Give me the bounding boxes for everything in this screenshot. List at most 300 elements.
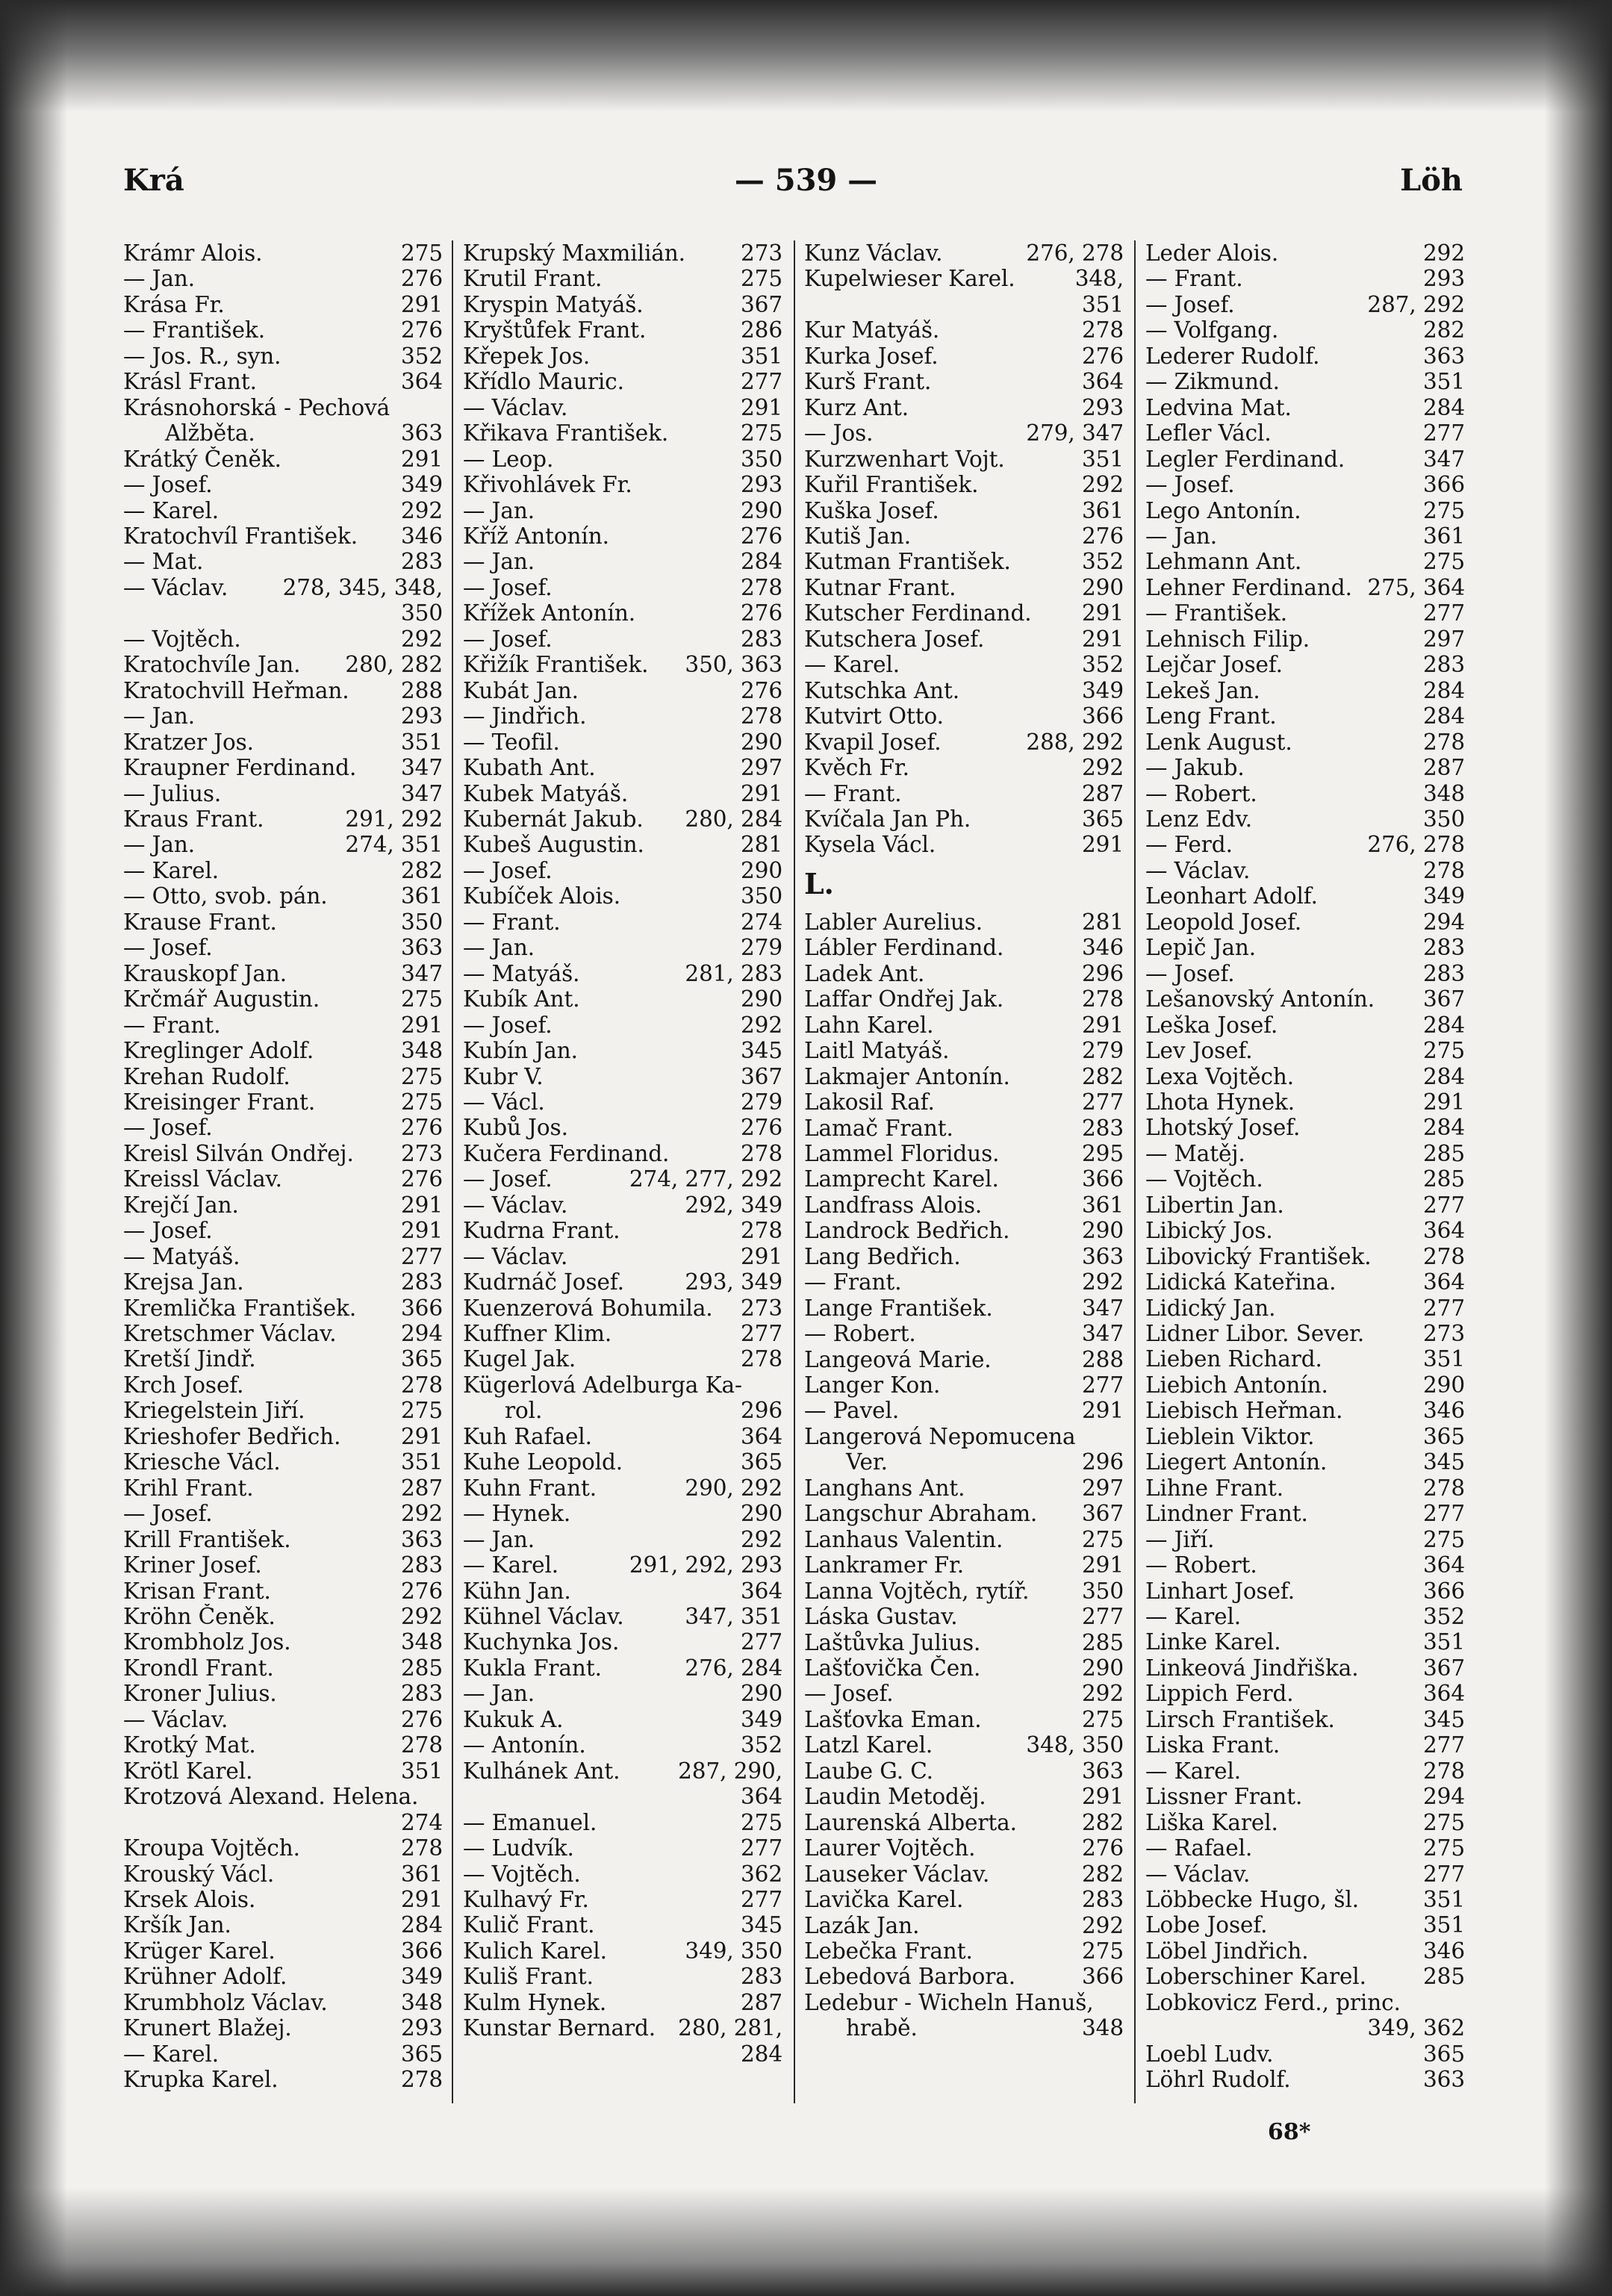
entry-pages (437, 1784, 443, 1809)
index-entry (1145, 678, 1465, 703)
entry-name: Kraus Frant. (123, 806, 264, 832)
entry-name: — Jan. (123, 266, 196, 292)
index-entry (463, 1372, 782, 1398)
index-entry (1145, 1990, 1465, 2015)
entry-name: Lobkovicz Ferd., princ. (1145, 1989, 1401, 2015)
entry-name: Krásnohorská - Pechová (123, 394, 390, 420)
entry-pages: 278 (740, 703, 782, 729)
index-entry (463, 1398, 782, 1423)
index-entry (123, 1964, 443, 1989)
index-entry (463, 1912, 782, 1938)
entry-pages: 282 (1081, 1861, 1124, 1887)
entry-name (123, 600, 395, 626)
index-entry (804, 935, 1124, 960)
entry-name: Kříž Antonín. (463, 523, 609, 549)
entry-name: Kuhn Frant. (463, 1475, 597, 1501)
entry-pages: 291 (400, 1423, 443, 1449)
index-entry (463, 549, 782, 574)
entry-pages: 283 (1422, 652, 1465, 678)
entry-name: Krombholz Jos. (123, 1629, 291, 1655)
index-entry (804, 1218, 1124, 1243)
entry-name: Löbel Jindřich. (1145, 1938, 1309, 1964)
entry-name: Kršík Jan. (123, 1912, 231, 1938)
entry-name: Kulhavý Fr. (463, 1887, 589, 1912)
entry-name: — Karel. (1145, 1604, 1242, 1630)
entry-name: — Robert. (804, 1321, 916, 1347)
entry-pages: 276 (400, 1166, 443, 1192)
index-entry (804, 266, 1124, 291)
entry-pages: 278 (400, 1372, 443, 1398)
index-entry (463, 1810, 782, 1835)
index-entry (463, 1064, 782, 1089)
entry-pages: 292 (400, 1501, 443, 1527)
entry-pages (777, 1372, 782, 1398)
index-entry (1145, 1218, 1465, 1243)
entry-name: Kriner Josef. (123, 1552, 262, 1578)
entry-name: Leopold Josef. (1145, 909, 1302, 935)
index-entry (463, 1218, 782, 1243)
entry-pages: 278, 345, 348, (282, 574, 443, 600)
entry-pages: 346 (1081, 935, 1124, 961)
index-entry (463, 447, 782, 472)
entry-name: Lakosil Raf. (804, 1089, 935, 1116)
entry-pages: 283 (400, 549, 443, 575)
entry-pages: 349 (1081, 677, 1124, 703)
entry-name: Kubath Ant. (463, 755, 596, 781)
entry-name: Lidický Jan. (1145, 1295, 1276, 1321)
entry-pages: 275 (400, 1398, 443, 1424)
entry-name: Kulm Hynek. (463, 1989, 607, 2015)
entry-pages: 282 (400, 857, 443, 883)
index-entry (1145, 626, 1465, 652)
entry-name: Kubek Matyáš. (463, 780, 629, 806)
index-entry (123, 1372, 443, 1398)
index-entry (123, 1707, 443, 1732)
index-entry (1145, 1964, 1465, 1989)
index-entry (804, 1835, 1124, 1861)
entry-pages: 352 (1081, 549, 1124, 575)
entry-pages: 285 (1422, 1964, 1465, 1990)
index-entry (1145, 1192, 1465, 1218)
entry-name: Kubát Jan. (463, 677, 579, 703)
index-column-1 (123, 240, 443, 2093)
index-entry (804, 652, 1124, 677)
entry-name: Ver. (846, 1449, 888, 1475)
entry-name: Krause Frant. (123, 909, 277, 935)
index-entry (463, 1475, 782, 1501)
entry-pages: 277 (400, 1243, 443, 1269)
entry-pages: 278 (1081, 986, 1124, 1012)
index-entry (804, 1630, 1124, 1655)
entry-name: Libertin Jan. (1145, 1192, 1284, 1218)
entry-name: rol. (505, 1398, 543, 1424)
entry-pages: 363 (400, 420, 443, 447)
entry-pages: 274 (400, 1809, 443, 1835)
index-entry (123, 755, 443, 780)
entry-pages: 350 (740, 446, 782, 472)
index-entry (1145, 1552, 1465, 1578)
entry-name: — Rafael. (1145, 1835, 1253, 1861)
entry-name: Kudrna Frant. (463, 1218, 620, 1244)
entry-pages: 288, 292 (1026, 729, 1124, 755)
entry-name: Kutman František. (804, 549, 1011, 575)
entry-pages: 277 (1081, 1089, 1124, 1116)
entry-name: Kubr V. (463, 1063, 544, 1089)
index-entry (1145, 549, 1465, 574)
entry-pages: 291 (400, 1887, 443, 1912)
entry-name: Lebedová Barbora. (804, 1964, 1016, 1990)
index-entry (463, 395, 782, 420)
index-entry (123, 1295, 443, 1321)
entry-pages: 366 (400, 1295, 443, 1321)
entry-pages: 367 (1081, 1501, 1124, 1527)
entry-pages: 284 (1422, 394, 1465, 420)
entry-pages: 290 (740, 497, 782, 523)
index-entry (1145, 1321, 1465, 1346)
index-entry (804, 600, 1124, 626)
entry-pages: 348 (400, 1629, 443, 1655)
index-entry (1145, 1707, 1465, 1732)
entry-name: — František. (123, 317, 265, 343)
entry-pages: 281, 283 (685, 960, 782, 986)
entry-name: Lepič Jan. (1145, 935, 1257, 961)
entry-pages: 276 (400, 266, 443, 292)
entry-pages: 291 (400, 291, 443, 317)
entry-pages: 275 (400, 1063, 443, 1089)
entry-name: Krondl Frant. (123, 1655, 274, 1681)
entry-name: — Jan. (463, 1526, 535, 1552)
entry-name: Kretší Jindř. (123, 1346, 256, 1372)
entry-name: — Josef. (1145, 291, 1235, 317)
entry-name: Landfrass Alois. (804, 1192, 983, 1218)
index-entry (123, 1784, 443, 1809)
index-entry (1145, 2041, 1465, 2067)
entry-name: Krutil Frant. (463, 266, 603, 292)
entry-pages: 277 (740, 1887, 782, 1912)
entry-name: Kunz Václav. (804, 240, 943, 266)
index-entry (1145, 1398, 1465, 1423)
entry-name: — Antonín. (463, 1732, 586, 1758)
entry-name: — Emanuel. (463, 1809, 597, 1835)
index-entry (123, 1449, 443, 1475)
entry-name: Kurš Frant. (804, 369, 932, 395)
index-entry (804, 292, 1124, 317)
index-entry (123, 447, 443, 472)
index-entry (123, 626, 443, 652)
entry-name: Křižík František. (463, 652, 649, 678)
index-entry (463, 1244, 782, 1269)
entry-name (1145, 2015, 1361, 2041)
entry-name: — Karel. (123, 857, 220, 883)
entry-name: Křídlo Mauric. (463, 369, 624, 395)
entry-name: — Hynek. (463, 1501, 571, 1527)
entry-name: — Robert. (1145, 780, 1257, 806)
entry-name: Kreisinger Frant. (123, 1089, 316, 1115)
index-entry (804, 1861, 1124, 1887)
entry-name: — Josef. (123, 1218, 213, 1244)
entry-pages: 346 (400, 523, 443, 549)
entry-name: — Matyáš. (123, 1243, 240, 1269)
entry-pages: 282 (1081, 1809, 1124, 1835)
entry-pages: 291 (400, 1192, 443, 1218)
entry-name: Kroupa Vojtěch. (123, 1835, 300, 1861)
index-entry (123, 1141, 443, 1166)
index-entry (804, 1810, 1124, 1835)
entry-pages: 287 (1081, 780, 1124, 806)
entry-pages: 276 (740, 600, 782, 626)
index-entry (123, 1269, 443, 1295)
index-entry (463, 1527, 782, 1552)
entry-name: — Jakub. (1145, 755, 1245, 781)
entry-pages: 284 (740, 2041, 782, 2067)
entry-pages: 291 (1081, 832, 1124, 858)
entry-pages: 347 (1081, 1295, 1124, 1321)
index-entry (1145, 1269, 1465, 1295)
entry-pages: 290 (1422, 1372, 1465, 1398)
entry-name: Lauseker Václav. (804, 1861, 990, 1887)
index-entry (804, 1732, 1124, 1758)
entry-pages: 277 (1422, 1501, 1465, 1527)
entry-pages: 283 (1081, 1887, 1124, 1913)
entry-name: — Mat. (123, 549, 204, 575)
entry-pages: 285 (1422, 1140, 1465, 1166)
index-entry (804, 369, 1124, 394)
entry-pages: 287, 290, (678, 1758, 782, 1784)
entry-name: Kühn Jan. (463, 1578, 571, 1604)
entry-pages: 293 (1081, 394, 1124, 420)
entry-pages: 365 (740, 1449, 782, 1475)
index-entry (123, 1038, 443, 1063)
index-entry (1145, 781, 1465, 806)
entry-pages: 352 (740, 1732, 782, 1758)
index-entry (123, 395, 443, 420)
entry-name: — Vojtěch. (123, 626, 241, 652)
entry-pages: 273 (740, 240, 782, 266)
entry-name: Laštůvka Julius. (804, 1629, 981, 1655)
index-entry (804, 1887, 1124, 1912)
index-entry (463, 317, 782, 343)
entry-pages: 350 (400, 909, 443, 935)
entry-name: Kugel Jak. (463, 1346, 576, 1372)
index-entry (463, 1089, 782, 1115)
entry-name: Kratochvíl František. (123, 523, 358, 549)
entry-pages: 276 (1081, 1835, 1124, 1861)
entry-name: Kutschka Ant. (804, 677, 959, 703)
index-entry (804, 1116, 1124, 1141)
entry-name: Krása Fr. (123, 291, 225, 317)
entry-pages: 275 (1422, 549, 1465, 575)
index-entry (1145, 1475, 1465, 1501)
entry-pages: 280, 282 (345, 652, 443, 678)
entry-pages: 291 (1081, 600, 1124, 626)
entry-name: Libovický František. (1145, 1243, 1372, 1269)
entry-pages: 279 (1081, 1038, 1124, 1064)
index-entry (123, 1166, 443, 1192)
index-entry (1145, 523, 1465, 549)
entry-name: Kuchynka Jos. (463, 1629, 620, 1655)
entry-pages: 275 (400, 986, 443, 1012)
entry-name: Kutnar Frant. (804, 574, 956, 600)
entry-pages: 277 (1422, 1192, 1465, 1218)
index-entry (123, 1089, 443, 1115)
entry-name: — Václav. (463, 1243, 568, 1269)
index-entry (463, 1784, 782, 1809)
entry-name: Lippich Ferd. (1145, 1681, 1294, 1707)
entry-name: — Josef. (463, 857, 553, 883)
index-entry (1145, 961, 1465, 986)
index-entry (1145, 1295, 1465, 1321)
entry-name: Krötl Karel. (123, 1758, 253, 1784)
index-entry (463, 420, 782, 446)
index-entry (463, 1681, 782, 1706)
index-entry (1145, 1938, 1465, 1964)
entry-pages: 366 (1081, 703, 1124, 729)
entry-pages: 350 (1422, 806, 1465, 832)
entry-pages: 287 (400, 1475, 443, 1501)
entry-name: Liegert Antonín. (1145, 1449, 1328, 1475)
entry-name: Láska Gustav. (804, 1604, 958, 1630)
entry-name: — Jan. (1145, 523, 1218, 549)
entry-pages: 276 (1081, 523, 1124, 549)
entry-pages: 276, 284 (685, 1655, 782, 1681)
entry-pages: 278 (740, 574, 782, 600)
entry-pages: 350, 363 (685, 652, 782, 678)
index-entry (804, 1604, 1124, 1629)
index-entry (804, 1244, 1124, 1269)
entry-pages: 349 (400, 472, 443, 498)
entry-pages: 288 (400, 677, 443, 703)
entry-pages: 346 (1422, 1938, 1465, 1964)
entry-pages: 283 (740, 1964, 782, 1990)
entry-name: Kunstar Bernard. (463, 2015, 656, 2041)
entry-pages: 296 (1081, 960, 1124, 986)
index-entry (463, 909, 782, 935)
entry-pages: 363 (400, 1526, 443, 1552)
entry-name: Kröhn Čeněk. (123, 1604, 276, 1630)
index-entry (1145, 1784, 1465, 1809)
index-entry (804, 1938, 1124, 1964)
entry-pages: 351 (400, 1758, 443, 1784)
entry-name: Linkeová Jindřiška. (1145, 1655, 1359, 1681)
entry-name: — Jindřich. (463, 703, 587, 729)
index-entry (804, 1424, 1124, 1449)
entry-name: Krásl Frant. (123, 369, 257, 395)
entry-name: Lexa Vojtěch. (1145, 1063, 1295, 1089)
entry-name: Krotký Mat. (123, 1732, 256, 1758)
index-entry (463, 1141, 782, 1166)
index-entry (463, 1012, 782, 1038)
index-entry (804, 498, 1124, 523)
index-entry (1145, 832, 1465, 857)
entry-name: — Teofil. (463, 729, 560, 755)
index-entry (1145, 806, 1465, 832)
entry-pages: 349 (400, 1964, 443, 1990)
index-entry (804, 729, 1124, 755)
entry-name: — Jan. (463, 497, 535, 523)
entry-pages: 366 (400, 1938, 443, 1964)
entry-pages: 345 (1422, 1706, 1465, 1732)
entry-pages: 290 (740, 1681, 782, 1707)
entry-pages: 290 (740, 986, 782, 1012)
entry-name (123, 1810, 395, 1835)
entry-pages: 287, 292 (1367, 291, 1465, 317)
index-entry (123, 549, 443, 574)
index-entry (123, 1887, 443, 1912)
index-entry (463, 575, 782, 600)
index-entry (804, 1578, 1124, 1604)
index-entry (804, 1707, 1124, 1732)
entry-name: Lenz Edv. (1145, 806, 1253, 832)
index-entry (463, 1707, 782, 1732)
entry-name: — Zikmund. (1145, 369, 1280, 395)
entry-pages: 275 (740, 1809, 782, 1835)
entry-pages: 349 (1422, 883, 1465, 909)
entry-name: Kupelwieser Karel. (804, 266, 1015, 292)
entry-name: Laurenská Alberta. (804, 1809, 1017, 1835)
entry-pages: 291 (1422, 1089, 1465, 1115)
entry-name: Laube G. C. (804, 1758, 933, 1784)
section-letter: L. (804, 866, 834, 900)
entry-pages: 292 (740, 1526, 782, 1552)
entry-pages: 276, 278 (1026, 240, 1124, 266)
index-entry (463, 961, 782, 986)
entry-name: Kuhe Leopold. (463, 1449, 623, 1475)
index-entry (804, 549, 1124, 574)
entry-pages: 276 (1081, 343, 1124, 369)
column-divider (452, 240, 453, 2103)
entry-name: Liebisch Heřman. (1145, 1398, 1343, 1424)
entry-pages: 278 (400, 2067, 443, 2093)
entry-name: Kriegelstein Jiří. (123, 1398, 305, 1424)
entry-name: Kukla Frant. (463, 1655, 602, 1681)
index-entry (463, 369, 782, 394)
entry-pages: 277 (1422, 1861, 1465, 1887)
entry-pages: 285 (400, 1655, 443, 1681)
index-entry (463, 1938, 782, 1964)
entry-pages: 277 (1422, 1295, 1465, 1321)
entry-name: Krisan Frant. (123, 1578, 271, 1604)
index-entry (804, 1681, 1124, 1706)
entry-name: Krehan Rudolf. (123, 1063, 290, 1089)
index-entry (804, 986, 1124, 1012)
entry-name: — Václav. (463, 394, 568, 420)
index-entry (123, 1192, 443, 1218)
index-entry (1145, 1424, 1465, 1449)
index-entry (463, 703, 782, 729)
index-entry (123, 961, 443, 986)
index-entry (463, 1758, 782, 1784)
entry-pages: 279, 347 (1026, 420, 1124, 447)
entry-name: — Otto, svob. pán. (123, 883, 328, 909)
entry-name: Krieshofer Bedřich. (123, 1423, 341, 1449)
entry-pages: 291 (1081, 1784, 1124, 1810)
entry-pages: 276 (740, 677, 782, 703)
index-entry (463, 858, 782, 883)
entry-name: Laudin Metoděj. (804, 1784, 986, 1810)
index-entry (1145, 1449, 1465, 1475)
entry-pages: 362 (740, 1861, 782, 1887)
entry-name: Lanhaus Valentin. (804, 1526, 1003, 1552)
entry-pages: 273 (400, 1140, 443, 1166)
entry-name: Krumbholz Václav. (123, 1989, 328, 2015)
entry-pages: 291 (1081, 1552, 1124, 1578)
index-entry (463, 755, 782, 780)
entry-name (463, 2041, 735, 2067)
index-entry (123, 806, 443, 832)
index-entry (1145, 2067, 1465, 2092)
entry-pages: 292 (740, 1012, 782, 1038)
entry-name: Kryštůfek Frant. (463, 317, 647, 343)
